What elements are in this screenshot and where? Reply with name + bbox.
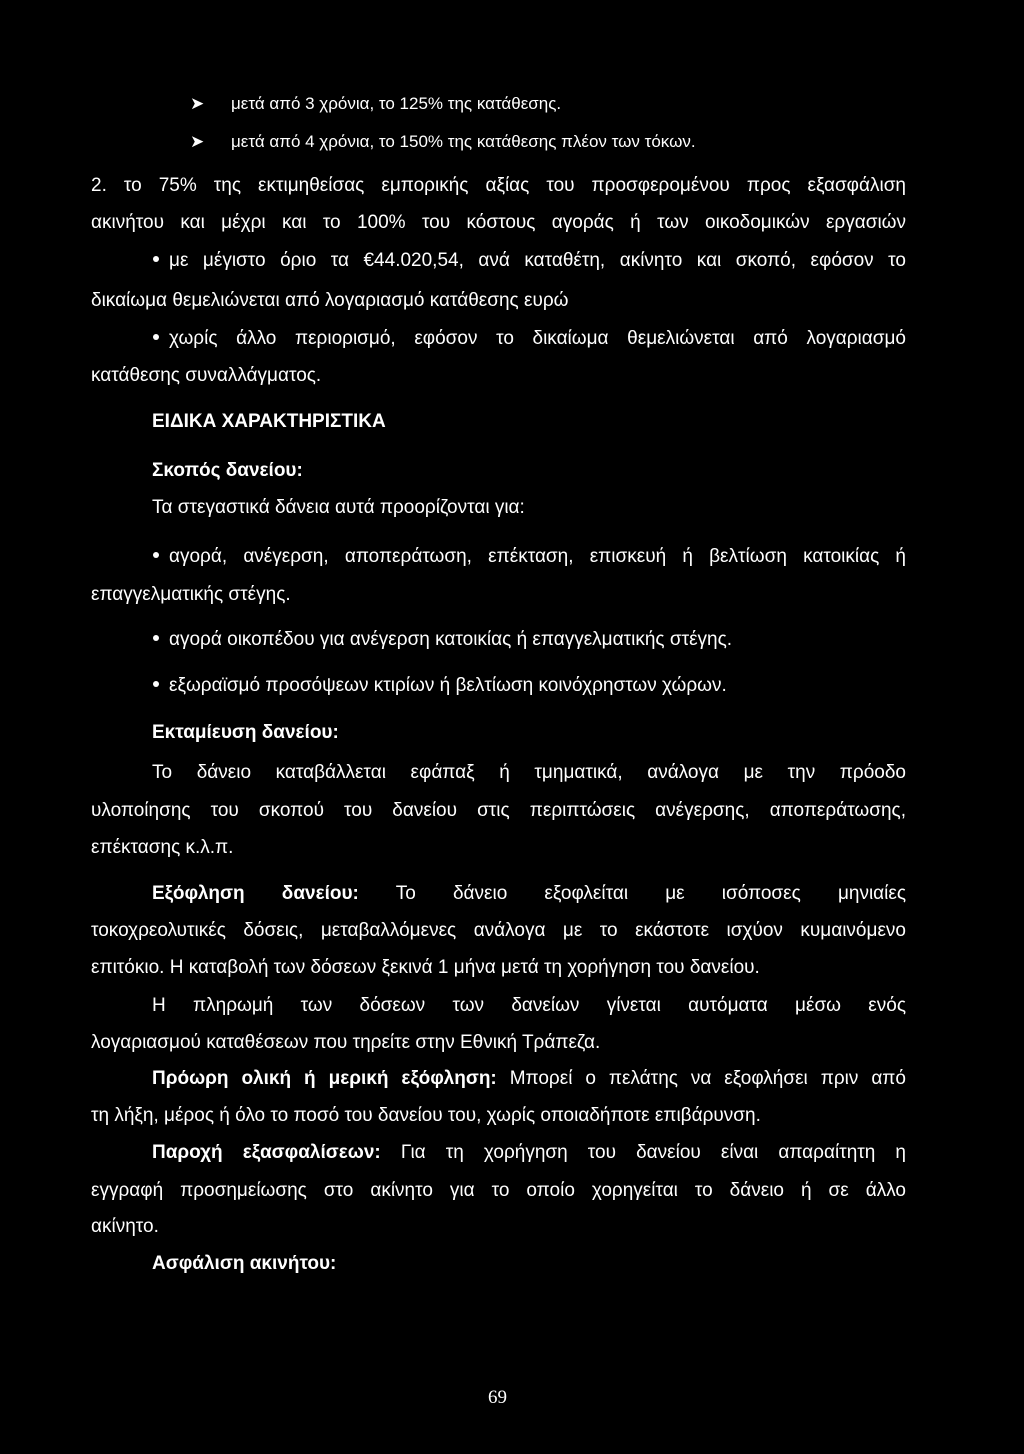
bullet-continuation: κατάθεσης συναλλάγματος. <box>91 365 322 386</box>
bullet-icon <box>153 681 159 687</box>
bullet-item <box>153 628 732 652</box>
bullet-text: χωρίς άλλο περιορισμό, εφόσον το δικαίωμα θεμελιώνεται από λογαριασμό <box>169 328 906 349</box>
collateral-line-3: ακίνητο. <box>91 1216 159 1237</box>
early-repayment-text: Μπορεί ο πελάτης να εξοφλήσει πριν από <box>509 1068 906 1089</box>
disbursement-line-1: Το δάνειο καταβάλλεται εφάπαξ ή τμηματικά, ανάλογα με την πρόοδο <box>152 762 906 783</box>
arrow-item-text: μετά από 4 χρόνια, το 150% της κατάθεσης πλέον των τόκων. <box>230 132 696 151</box>
repayment-line-1 <box>152 882 906 906</box>
insurance-heading: Ασφάλιση ακινήτου: <box>152 1253 337 1274</box>
purpose-heading: Σκοπός δανείου: <box>152 460 303 481</box>
bullet-item <box>153 545 906 569</box>
bullet-icon <box>153 635 159 641</box>
bullet-icon <box>153 256 159 262</box>
early-repayment-line-1 <box>152 1067 906 1091</box>
arrow-item-2 <box>190 130 696 154</box>
collateral-line-1 <box>152 1141 906 1165</box>
repayment-line-3: επιτόκιο. Η καταβολή των δόσεων ξεκινά 1 μήνα μετά τη χορήγηση του δανείου. <box>91 957 760 978</box>
repayment-line-5: λογαριασμού καταθέσεων που τηρείτε στην Εθνική Τράπεζα. <box>91 1032 601 1053</box>
early-repayment-label: Πρόωρη ολική ή μερική εξόφληση: <box>152 1068 497 1089</box>
repayment-line-4: Η πληρωμή των δόσεων των δανείων γίνεται αυτόματα μέσω ενός <box>152 995 906 1016</box>
arrow-icon: ➤ <box>190 132 205 151</box>
bullet-icon <box>153 334 159 340</box>
bullet-item <box>153 249 906 273</box>
bullet-text: με μέγιστο όριο τα €44.020,54, ανά καταθέτη, ακίνητο και σκοπό, εφόσον το <box>169 250 906 271</box>
bullet-text: εξωραϊσμό προσόψεων κτιρίων ή βελτίωση κοινόχρηστων χώρων. <box>169 675 727 696</box>
disbursement-line-2: υλοποίησης του σκοπού του δανείου στις περιπτώσεις ανέγερσης, αποπεράτωσης, <box>91 800 906 821</box>
bullet-item <box>153 327 906 351</box>
arrow-item-text: μετά από 3 χρόνια, το 125% της κατάθεσης. <box>230 94 562 113</box>
item-2-line-1: 2. το 75% της εκτιμηθείσας εμπορικής αξίας του προσφερομένου προς εξασφάλιση <box>91 175 906 196</box>
early-repayment-line-2: τη λήξη, μέρος ή όλο το ποσό του δανείου του, χωρίς οποιαδήποτε επιβάρυνση. <box>91 1105 761 1126</box>
collateral-line-2: εγγραφή προσημείωσης στο ακίνητο για το οποίο χορηγείται το δάνειο ή σε άλλο <box>91 1180 906 1201</box>
collateral-text: Για τη χορήγηση του δανείου είναι απαραίτητη η <box>400 1142 906 1163</box>
item-2-line-2: ακινήτου και μέχρι και το 100% του κόστους αγοράς ή των οικοδομικών εργασιών <box>91 212 906 233</box>
disbursement-heading: Εκταμίευση δανείου: <box>152 722 339 743</box>
page-number: 69 <box>488 1387 507 1408</box>
collateral-label: Παροχή εξασφαλίσεων: <box>152 1142 381 1163</box>
repayment-text: Το δάνειο εξοφλείται με ισόποσες μηνιαίες <box>395 883 907 904</box>
arrow-icon: ➤ <box>190 94 205 113</box>
purpose-intro: Τα στεγαστικά δάνεια αυτά προορίζονται για: <box>152 497 525 518</box>
disbursement-line-3: επέκτασης κ.λ.π. <box>91 837 234 858</box>
bullet-icon <box>153 552 159 558</box>
repayment-line-2: τοκοχρεολυτικές δόσεις, μεταβαλλόμενες ανάλογα με το εκάστοτε ισχύον κυμαινόμενο <box>91 920 906 941</box>
repayment-label: Εξόφληση δανείου: <box>152 883 359 904</box>
arrow-item-1 <box>190 92 561 116</box>
bullet-text: αγορά οικοπέδου για ανέγερση κατοικίας ή επαγγελματικής στέγης. <box>169 629 733 650</box>
bullet-item <box>153 674 727 698</box>
bullet-continuation: επαγγελματικής στέγης. <box>91 584 291 605</box>
bullet-continuation: δικαίωμα θεμελιώνεται από λογαριασμό κατάθεσης ευρώ <box>91 290 569 311</box>
bullet-text: αγορά, ανέγερση, αποπεράτωση, επέκταση, επισκευή ή βελτίωση κατοικίας ή <box>169 546 906 567</box>
section-title: ΕΙΔΙΚΑ ΧΑΡΑΚΤΗΡΙΣΤΙΚΑ <box>152 411 386 432</box>
